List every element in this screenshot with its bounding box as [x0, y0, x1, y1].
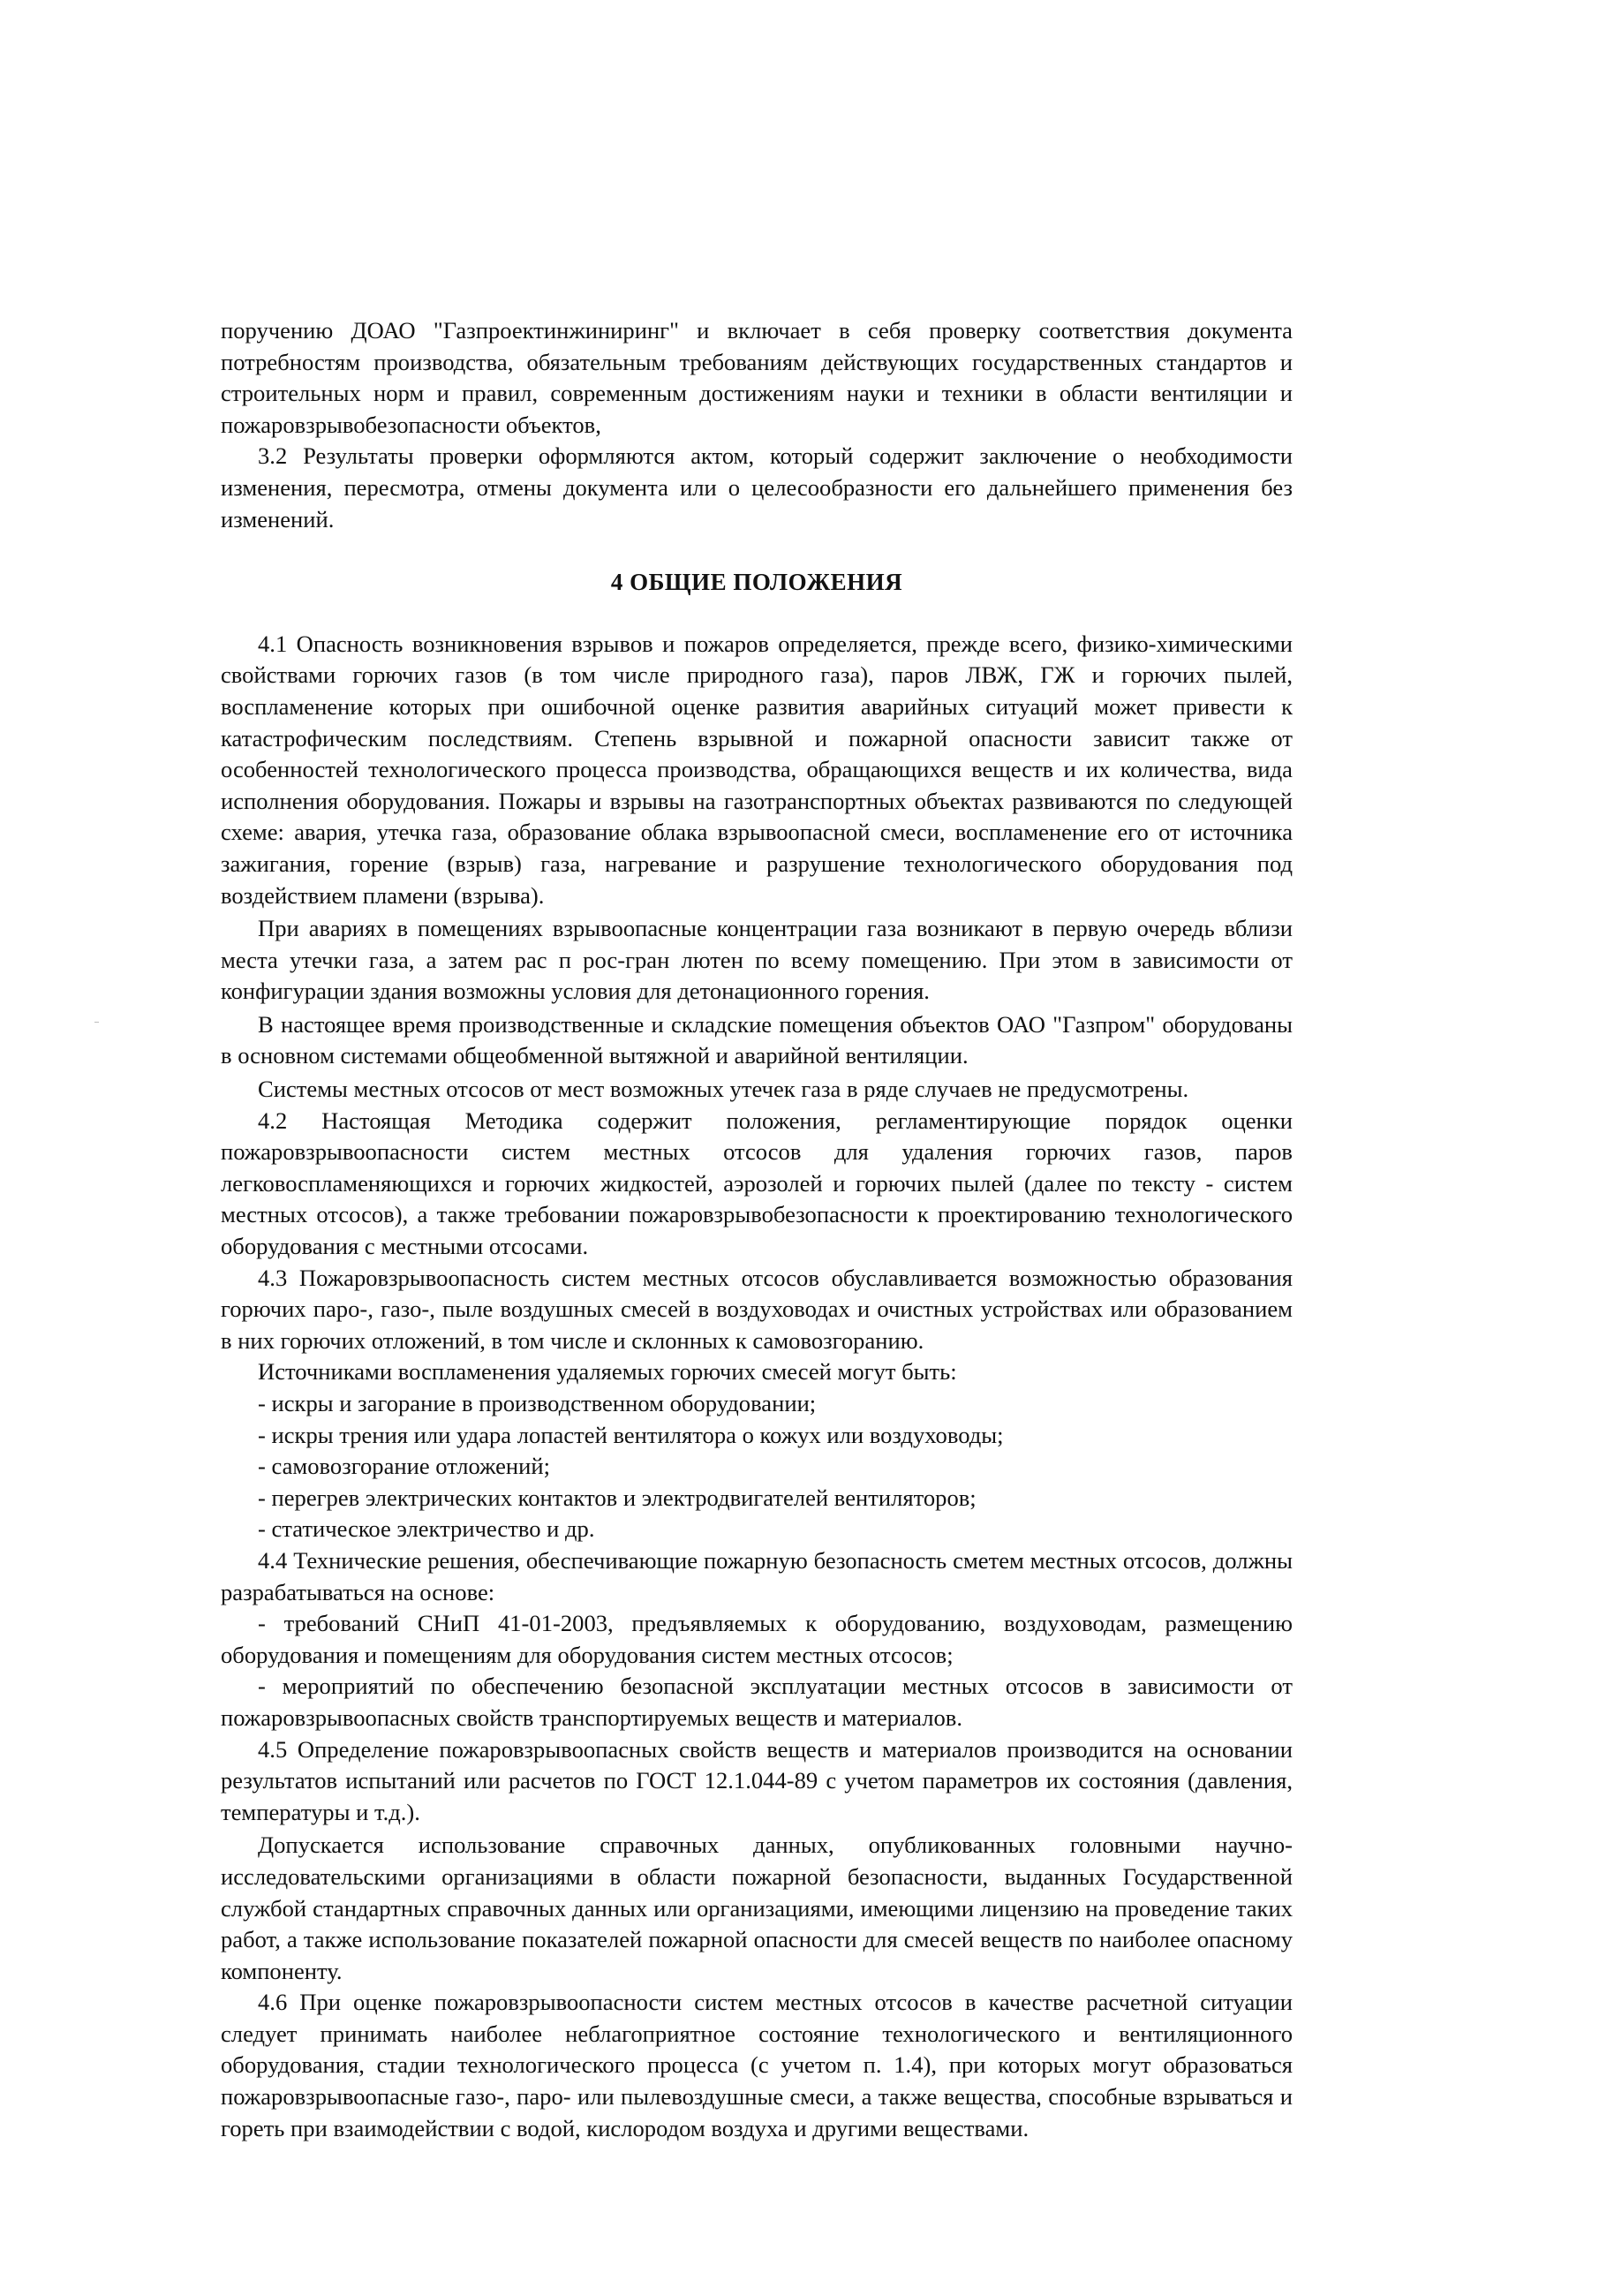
list-item: - перегрев электрических контактов и электродвигателей вентиляторов; — [258, 1484, 977, 1511]
scan-speck — [94, 1022, 99, 1023]
list-item: - искры и загорание в производственном оборудовании; — [258, 1390, 817, 1416]
basis-list — [221, 1608, 1293, 1733]
intro-continuation: поручению ДОАО "Газпроектинжиниринг" и включает в себя проверку соответствия документа потребностям производства, обязательным требованиям действующих государственных стандартов и строительных норм и правил, современным достижениям науки и техники в области вентиляции и пожаровзрывобезопасности объектов, — [221, 317, 1293, 438]
paragraph-ignition-intro: Источниками воспламенения удаляемых горючих смесей могут быть: — [258, 1358, 957, 1386]
paragraph-reference-data: Допускается использование справочных данных, опубликованных головными научно-исследовательскими организациями в области пожарной безопасности, выданных Государственной службой стандартных справочных данных или организациями, имеющими лицензию на проведение таких работ, а также использование показателей пожарной опасности для смесей веществ по наиболее опасному компоненту. — [221, 1832, 1293, 1984]
paragraph-current-state: В настоящее время производственные и складские помещения объектов ОАО "Газпром" оборудованы в основном системами общеобменной вытяжной и аварийной вентиляции. — [221, 1010, 1293, 1069]
paragraph-4-2: 4.2 Настоящая Методика содержит положения, регламентирующие порядок оценки пожаровзрывоопасности систем местных отсосов для удаления горючих газов, паров легковоспламеняющихся и горючих жидкостей, аэрозолей и горючих пылей (далее по тексту - систем местных отсосов), а также требовании пожаровзрывобезопасности к проектированию технологического оборудования с местными отсосами. — [221, 1106, 1293, 1260]
list-item: - требований СНиП 41-01-2003, предъявляемых к оборудованию, воздуховодам, размещению оборудования и помещениям для оборудования систем местных отсосов; — [221, 1610, 1293, 1668]
paragraph-4-5: 4.5 Определение пожаровзрывоопасных свойств веществ и материалов производится на основании результатов испытаний или расчетов по ГОСТ 12.1.044-89 с учетом параметров их состояния (давления, температуры и т.д.). — [221, 1735, 1293, 1825]
paragraph-accidents: При авариях в помещениях взрывоопасные концентрации газа возникают в первую очередь вблизи места утечки газа, а затем рас п рос-гран лютен по всему помещению. При этом в зависимости от конфигурации здания возможны условия для детонационного горения. — [221, 915, 1293, 1005]
list-item: - мероприятий по обеспечению безопасной эксплуатации местных отсосов в зависимости от пожаровзрывоопасных свойств транспортируемых веществ и материалов. — [221, 1673, 1293, 1731]
paragraph-4-4: 4.4 Технические решения, обеспечивающие пожарную безопасность сметем местных отсосов, должны разрабатываться на основе: — [221, 1546, 1293, 1605]
paragraph-4-1: 4.1 Опасность возникновения взрывов и пожаров определяется, прежде всего, физико-химическими свойствами горючих газов (в том числе природного газа), паров ЛВЖ, ГЖ и горючих пылей, воспламенение которых при ошибочной оценке развития аварийных ситуаций может привести к катастрофическим последствиям. Степень взрывной и пожарной опасности зависит также от особенностей технологического процесса производства, обращающихся веществ и их количества, вида исполнения оборудования. Пожары и взрывы на газотранспортных объектах развиваются по следующей схеме: авария, утечка газа, образование облака взрывоопасной смеси, воспламенение его от источника зажигания, горение (взрыв) газа, нагревание и разрушение технологического оборудования под воздействием пламени (взрыва). — [221, 630, 1293, 909]
paragraph-4-3: 4.3 Пожаровзрывоопасность систем местных отсосов обуславливается возможностью образования горючих паро-, газо-, пыле воздушных смесей в воздуховодах и очистных устройствах или образованием в них горючих отложений, в том числе и склонных к самовозгоранию. — [221, 1264, 1293, 1354]
list-item: - искры трения или удара лопастей вентилятора о кожух или воздуховоды; — [258, 1421, 1004, 1448]
list-item: - самовозгорание отложений; — [258, 1453, 551, 1480]
paragraph-4-6: 4.6 При оценке пожаровзрывоопасности систем местных отсосов в качестве расчетной ситуации следует принимать наиболее неблагоприятное состояние технологического и вентиляционного оборудования, стадии технологического процесса (с учетом п. 1.4), при которых могут образоваться пожаровзрывоопасные газо-, паро- или пылевоздушные смеси, а также вещества, способные взрываться и гореть при взаимодействии с водой, кислородом воздуха и другими веществами. — [221, 1989, 1293, 2141]
ignition-sources-list — [221, 1388, 1293, 1545]
paragraph-local-exhaust: Системы местных отсосов от мест возможных утечек газа в ряде случаев не предусмотрены. — [258, 1076, 1189, 1103]
paragraph-3-2: 3.2 Результаты проверки оформляются актом, который содержит заключение о необходимости изменения, пересмотра, отмены документа или о целесообразности его дальнейшего применения без изменений. — [221, 442, 1293, 532]
document-body — [221, 315, 1293, 2144]
section-heading: 4 ОБЩИЕ ПОЛОЖЕНИЯ — [610, 569, 903, 596]
list-item: - статическое электричество и др. — [258, 1515, 595, 1543]
